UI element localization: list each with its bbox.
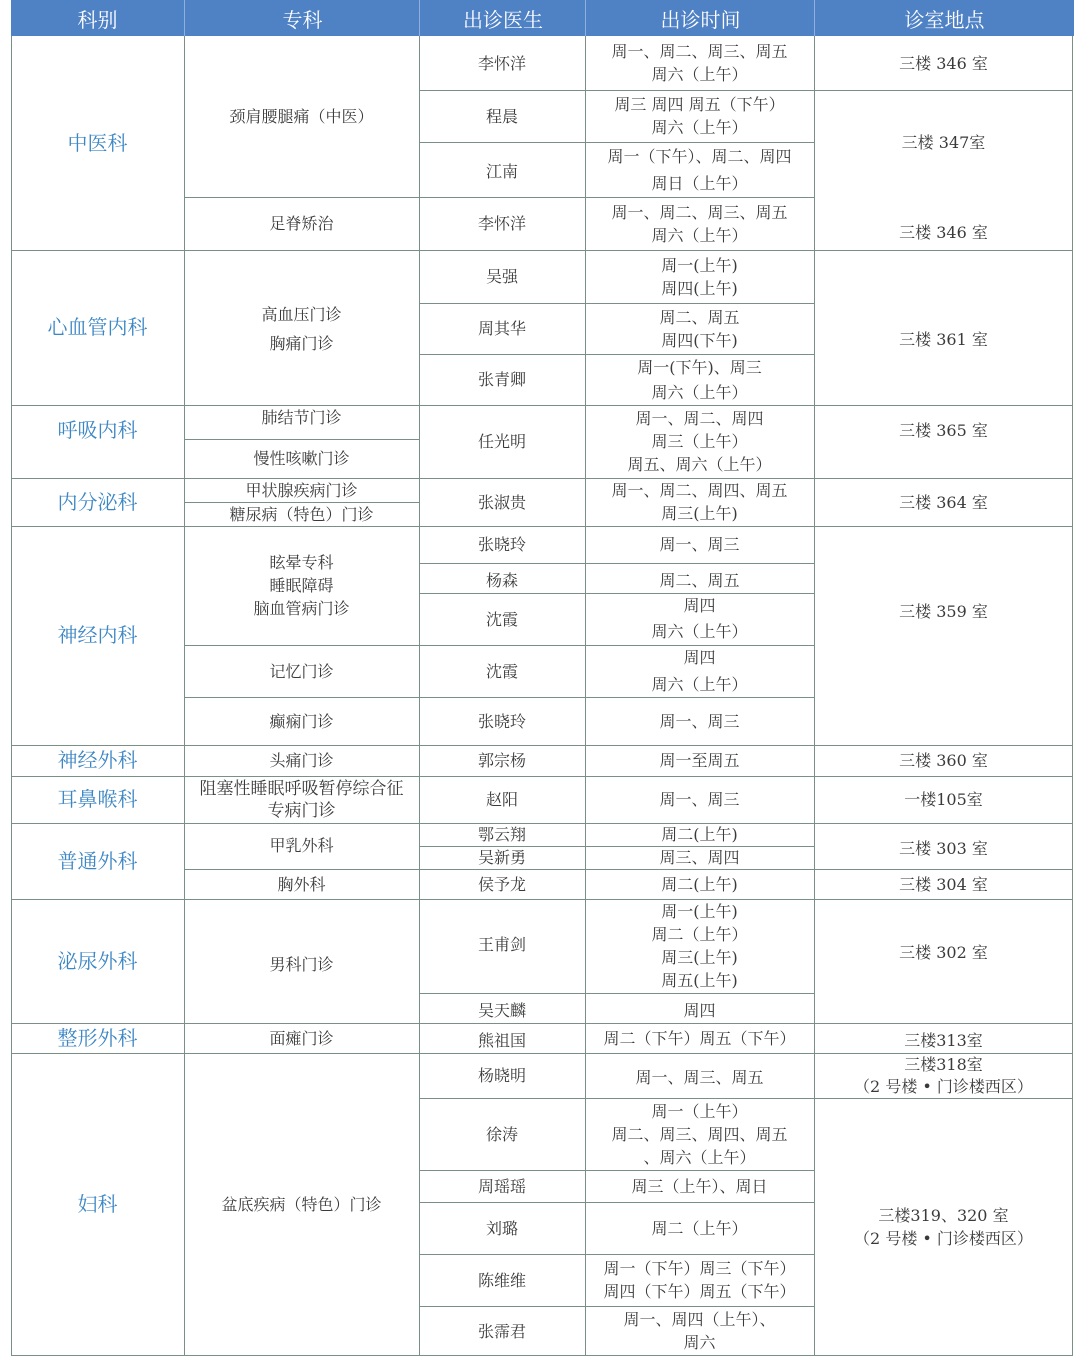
specialty-cell: 眩晕专科 睡眠障碍 脑血管病门诊 <box>253 553 350 618</box>
doctor-cell: 张霈君 <box>477 1321 526 1341</box>
room-cell: 三楼 346 室 <box>899 53 988 73</box>
header-doctor: 出诊医生 <box>419 0 586 36</box>
room-cell: 三楼 347室 <box>901 133 986 152</box>
department-gynecology: 妇科 <box>77 1191 118 1216</box>
doctor-cell: 郭宗杨 <box>477 751 526 770</box>
department-tcm: 中医科 <box>67 130 128 155</box>
doctor-cell: 熊祖国 <box>477 1030 526 1050</box>
doctor-cell: 张晓玲 <box>477 535 526 554</box>
doctor-cell: 任光明 <box>477 432 526 451</box>
time-cell: 周四 周六（上午） <box>651 648 748 694</box>
header-room: 诊室地点 <box>814 0 1074 36</box>
time-cell: 周二（下午）周五（下午） <box>603 1028 796 1048</box>
time-cell: 周三、周四 <box>659 848 740 867</box>
header-specialty: 专科 <box>184 0 420 36</box>
doctor-cell: 赵阳 <box>485 790 518 809</box>
specialty-cell: 胸外科 <box>277 874 326 894</box>
doctor-cell: 程晨 <box>485 106 518 126</box>
specialty-cell: 糖尿病（特色）门诊 <box>229 504 374 524</box>
doctor-cell: 沈霞 <box>485 609 518 629</box>
doctor-cell: 吴新勇 <box>477 848 526 867</box>
specialty-cell: 肺结节门诊 <box>261 407 342 427</box>
time-cell: 周一、周二、周三、周五 周六（上午） <box>611 202 788 245</box>
time-cell: 周一、周二、周三、周五 周六（上午） <box>611 42 788 84</box>
time-cell: 周一(上午) 周四(上午) <box>661 255 738 298</box>
room-cell: 三楼319、320 室 （2 号楼 • 门诊楼西区） <box>854 1205 1033 1248</box>
specialty-cell: 记忆门诊 <box>269 661 334 681</box>
department-respiratory: 呼吸内科 <box>57 417 138 442</box>
room-cell: 三楼 364 室 <box>899 492 988 512</box>
specialty-cell: 慢性咳嗽门诊 <box>253 448 350 468</box>
specialty-cell: 甲状腺疾病门诊 <box>245 480 358 500</box>
specialty-cell: 男科门诊 <box>269 954 334 974</box>
doctor-cell: 侯予龙 <box>477 874 526 894</box>
doctor-cell: 徐涛 <box>485 1124 518 1144</box>
time-cell: 周一、周三 <box>659 711 740 731</box>
room-cell: 三楼 302 室 <box>899 942 988 962</box>
department-plastic-surgery: 整形外科 <box>57 1025 138 1050</box>
doctor-cell: 周其华 <box>477 319 526 338</box>
time-cell: 周一、周三 <box>659 535 740 554</box>
time-cell: 周一、周二、周四、周五 周三(上午) <box>611 481 788 523</box>
time-cell: 周一（上午） 周二、周三、周四、周五 、周六（上午） <box>611 1101 788 1167</box>
doctor-cell: 陈维维 <box>477 1270 526 1290</box>
department-ent: 耳鼻喉科 <box>57 787 138 811</box>
doctor-cell: 张晓玲 <box>477 711 526 731</box>
grid-line <box>11 1355 1073 1356</box>
doctor-cell: 李怀洋 <box>477 214 526 233</box>
time-cell: 周三 周四 周五（下午） 周六（上午） <box>614 95 785 137</box>
time-cell: 周二（上午） <box>651 1218 748 1238</box>
department-urology: 泌尿外科 <box>57 948 138 973</box>
time-cell: 周二、周五 周四(下午) <box>659 307 740 350</box>
header-time: 出诊时间 <box>585 0 815 36</box>
doctor-cell: 沈霞 <box>485 661 518 681</box>
doctor-cell: 杨晓明 <box>477 1066 526 1085</box>
time-cell: 周二(上午) <box>661 874 738 894</box>
specialty-cell: 甲乳外科 <box>269 835 334 855</box>
specialty-cell: 颈肩腰腿痛（中医） <box>229 107 374 126</box>
header-department: 科别 <box>11 0 184 36</box>
doctor-cell: 吴天麟 <box>477 1000 526 1020</box>
department-endocrinology: 内分泌科 <box>57 489 138 514</box>
department-neurology: 神经内科 <box>57 623 138 647</box>
specialty-cell: 高血压门诊 胸痛门诊 <box>261 305 342 353</box>
doctor-cell: 张青卿 <box>477 370 526 389</box>
time-cell: 周三（上午）、周日 <box>631 1176 768 1196</box>
specialty-cell: 阻塞性睡眠呼吸暂停综合征 专病门诊 <box>199 778 404 821</box>
doctor-cell: 周瑶瑶 <box>477 1176 526 1196</box>
time-cell: 周一至周五 <box>659 751 740 770</box>
doctor-cell: 刘璐 <box>485 1218 518 1238</box>
time-cell: 周四 周六（上午） <box>651 596 748 641</box>
time-cell: 周一、周四（上午）、 周六 <box>623 1309 776 1352</box>
room-cell: 三楼313室 <box>904 1030 983 1050</box>
time-cell: 周一（下午）周三（下午） 周四（下午）周五（下午） <box>603 1259 796 1301</box>
specialty-cell: 盆底疾病（特色）门诊 <box>221 1194 382 1214</box>
time-cell: 周二(上午) <box>661 825 738 844</box>
time-cell: 周二、周五 <box>659 570 740 590</box>
doctor-cell: 吴强 <box>485 267 518 286</box>
time-cell: 周一、周三、周五 <box>635 1068 764 1087</box>
room-cell: 三楼 361 室 <box>899 330 988 349</box>
department-neurosurgery: 神经外科 <box>57 748 138 772</box>
doctor-cell: 江南 <box>485 162 518 181</box>
specialty-cell: 足脊矫治 <box>269 214 334 233</box>
time-cell: 周一、周二、周四 周三（上午） 周五、周六（上午） <box>627 409 772 474</box>
time-cell: 周一(上午) 周二（上午） 周三(上午) 周五(上午) <box>651 902 748 990</box>
specialty-cell: 面瘫门诊 <box>269 1028 334 1048</box>
room-cell: 三楼 346 室 <box>899 223 988 242</box>
clinic-schedule-table <box>11 0 1073 1356</box>
room-cell: 三楼 360 室 <box>899 751 988 770</box>
doctor-cell: 杨森 <box>485 570 518 590</box>
room-cell: 三楼 359 室 <box>899 601 988 621</box>
specialty-cell: 头痛门诊 <box>269 751 334 770</box>
department-general-surgery: 普通外科 <box>57 848 138 873</box>
grid-line <box>184 439 419 440</box>
time-cell: 周一、周三 <box>659 790 740 809</box>
doctor-cell: 李怀洋 <box>477 53 526 73</box>
doctor-cell: 王甫剑 <box>477 934 526 954</box>
room-cell: 三楼 365 室 <box>899 420 988 440</box>
time-cell: 周四 <box>683 1000 716 1020</box>
room-cell: 三楼 303 室 <box>899 838 988 858</box>
doctor-cell: 鄂云翔 <box>477 825 526 844</box>
department-cardiology: 心血管内科 <box>47 315 148 339</box>
room-cell: 三楼318室 （2 号楼 • 门诊楼西区） <box>854 1054 1033 1096</box>
time-cell: 周一（下午）、周二、周四 周日（上午） <box>607 146 792 193</box>
specialty-cell: 癫痫门诊 <box>269 711 334 731</box>
room-cell: 三楼 304 室 <box>899 874 988 894</box>
room-cell: 一楼105室 <box>904 790 983 809</box>
time-cell: 周一(下午)、周三 周六（上午） <box>637 357 762 402</box>
doctor-cell: 张淑贵 <box>477 492 526 512</box>
